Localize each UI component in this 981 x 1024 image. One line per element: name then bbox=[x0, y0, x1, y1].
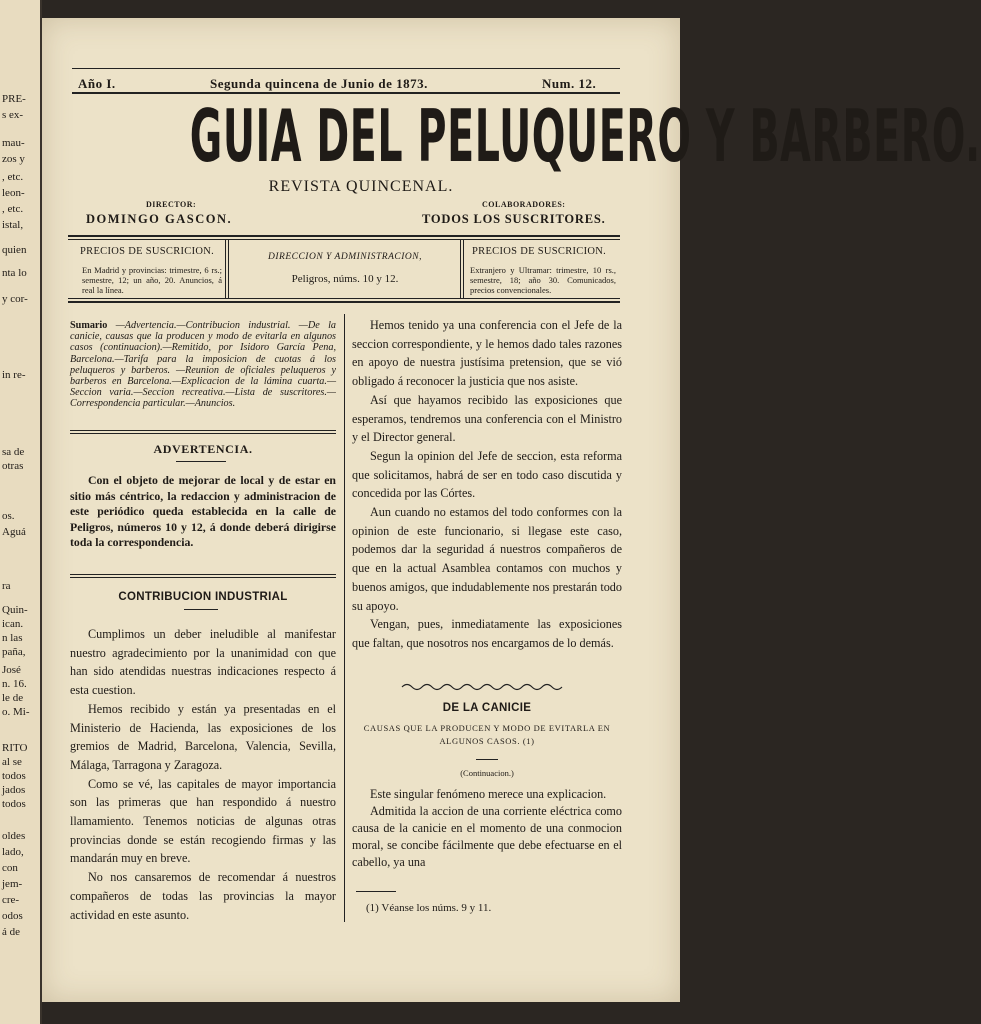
subtitle: REVISTA QUINCENAL. bbox=[268, 178, 454, 195]
canicie-subheading-text: CAUSAS QUE LA PRODUCEN Y MODO DE EVITARLA EN ALGUNOS CASOS. bbox=[363, 723, 611, 746]
canicie-paragraph: Este singular fenómeno merece una explicacion. bbox=[370, 787, 607, 801]
previous-page-fragment: á de bbox=[2, 926, 21, 938]
previous-page-fragment: in re- bbox=[2, 369, 26, 381]
contribucion-body bbox=[70, 625, 336, 924]
previous-page-fragment: lado, bbox=[2, 846, 24, 858]
sumario bbox=[70, 320, 336, 410]
previous-page-fragment: PRE- bbox=[2, 93, 26, 105]
collaborators-name: TODOS LOS SUSCRITORES. bbox=[422, 212, 606, 226]
previous-page-fragment: jem- bbox=[2, 878, 23, 890]
previous-page-fragment: quien bbox=[2, 244, 27, 256]
previous-page-fragment: o. Mi- bbox=[2, 706, 30, 718]
previous-page-fragment: ra bbox=[2, 580, 11, 592]
canicie-subheading bbox=[360, 722, 614, 748]
previous-page-fragment: zos y bbox=[2, 153, 25, 165]
page-title: GUIA DEL PELUQUERO Y BARBERO. bbox=[189, 94, 981, 178]
canicie-heading: DE LA CANICIE bbox=[442, 702, 532, 714]
previous-page-fragment: os. bbox=[2, 510, 15, 522]
right-paragraph: Aun cuando no estamos del todo conformes con la opinion de este funcionario, si llegase este caso, podemos dar la seguridad á nuestros compañeros de que en la actual Asamblea contamos con muchos y buenos amigos, que indudablemente nos prestarán todo su apoyo. bbox=[352, 505, 622, 613]
contribucion-paragraph: No nos cansaremos de recomendar á nuestros compañeros de todas las provincias la mayor actividad en este asunto. bbox=[70, 870, 336, 922]
previous-page-fragment: con bbox=[2, 862, 18, 874]
box-right-title: PRECIOS DE SUSCRICION. bbox=[472, 246, 607, 257]
right-paragraph: Hemos tenido ya una conferencia con el Jefe de la seccion correspondiente, y le hemos dado tales razones en apoyo de nuestra justísima pretension, que se vió obligado á reconocer la justicia que nos asiste. bbox=[352, 318, 622, 389]
previous-page-fragment: al se bbox=[2, 756, 22, 768]
sumario-text: —Advertencia.—Contribucion industrial. —De la canicie, causas que la producen y modo de evitarla en algunos casos (continuacion).—Remitido, por Isidoro García Pena, Barcelona.—Tarifa para la imposicion de cuotas á los peluqueros y barberos. —Reunion de oficiales peluqueros y barberos en Barcelona.—Explicacion de la lámina cuarta.—Seccion varia.—Seccion recreativa.—Lista de suscritores.—Correspondencia particular.—Anuncios. bbox=[70, 320, 336, 410]
previous-page-fragment: todos bbox=[2, 770, 26, 782]
right-column-body bbox=[352, 316, 622, 653]
box-center-text: Peligros, núms. 10 y 12. bbox=[291, 273, 399, 285]
canicie-paragraph: Admitida la accion de una corriente eléctrica como causa de la canicie en el momento de una conmocion moral, se concibe fácilmente que debe efectuarse en el cabello, ya una bbox=[352, 804, 622, 869]
previous-page-fragment: istal, bbox=[2, 219, 24, 231]
previous-page-fragment: odos bbox=[2, 910, 23, 922]
previous-page-fragment: nta lo bbox=[2, 267, 27, 279]
previous-page-fragment: RITO bbox=[2, 742, 28, 754]
previous-page-fragment: Quin- bbox=[2, 604, 28, 616]
previous-page-fragment: todos bbox=[2, 798, 26, 810]
previous-page-fragment: leon- bbox=[2, 187, 25, 199]
box-left-title: PRECIOS DE SUSCRICION. bbox=[80, 246, 215, 257]
previous-page-fragment: José bbox=[2, 664, 21, 676]
previous-page-fragment: n. 16. bbox=[2, 678, 27, 690]
box-left-text: En Madrid y provincias: trimestre, 6 rs.; semestre, 12; un año, 20. Anuncios, á real la línea. bbox=[82, 265, 222, 295]
canicie-note-marker: (1) bbox=[522, 736, 535, 746]
director-label: DIRECTOR: bbox=[146, 200, 197, 209]
right-paragraph: Vengan, pues, inmediatamente las exposiciones que faltan, que nosotros nos encargamos de lo demás. bbox=[352, 617, 622, 650]
previous-page-fragment: y cor- bbox=[2, 293, 28, 305]
contribucion-heading: CONTRIBUCION INDUSTRIAL bbox=[118, 591, 288, 603]
previous-page-fragment: , etc. bbox=[2, 203, 24, 215]
sumario-label: Sumario bbox=[70, 320, 108, 331]
contribucion-paragraph: Cumplimos un deber ineludible al manifestar nuestro agradecimiento por la unanimidad con que han sido atendidas nuestras indicaciones respecto á esta cuestion. bbox=[70, 627, 336, 698]
previous-page-fragment: ican. bbox=[2, 618, 24, 630]
advertencia-text: Con el objeto de mejorar de local y de estar en sitio más céntrico, la redaccion y administracion de este periódico queda establecida en la calle de Peligros, números 10 y 12, á donde deberá dirigirse toda la correspondencia. bbox=[70, 473, 336, 550]
newspaper-page bbox=[42, 18, 981, 1002]
contribucion-paragraph: Hemos recibido y están ya presentadas en el Ministerio de Hacienda, las exposiciones de los gremios de Madrid, Barcelona, Valencia, Sevilla, Málaga, Tarragona y Zaragoza. bbox=[70, 701, 336, 772]
issue-number: Num. 12. bbox=[542, 76, 597, 91]
box-right-text: Extranjero y Ultramar: trimestre, 10 rs., semestre, 18; año 30. Comunicados, precios convencionales. bbox=[470, 265, 616, 295]
previous-page-fragment: cre- bbox=[2, 894, 20, 906]
previous-page-edge bbox=[0, 0, 42, 1024]
previous-page-fragment: otras bbox=[2, 460, 24, 472]
previous-page-fragment: mau- bbox=[2, 137, 25, 149]
year-label: Año I. bbox=[78, 76, 116, 91]
previous-page-fragment: , etc. bbox=[2, 171, 24, 183]
wavy-divider bbox=[402, 682, 562, 692]
previous-page-fragment: n las bbox=[2, 632, 23, 644]
previous-page-fragment: s ex- bbox=[2, 109, 24, 121]
canicie-body bbox=[352, 786, 622, 871]
previous-page-fragment: sa de bbox=[2, 446, 25, 458]
previous-page-fragment: Aguá bbox=[2, 526, 26, 538]
issue-date: Segunda quincena de Junio de 1873. bbox=[210, 76, 428, 91]
canicie-continuation: (Continuacion.) bbox=[460, 768, 514, 778]
box-center-title: DIRECCION Y ADMINISTRACION, bbox=[268, 252, 422, 262]
director-name: DOMINGO GASCON. bbox=[86, 212, 233, 226]
previous-page-fragment: paña, bbox=[2, 646, 26, 658]
right-paragraph: Segun la opinion del Jefe de seccion, esta reforma que solicitamos, habrá de ser en todo caso discutida y concedida por las Córtes. bbox=[352, 448, 622, 501]
previous-page-fragment: le de bbox=[2, 692, 24, 704]
right-paragraph: Así que hayamos recibido las exposiciones que esperamos, tendremos una conferencia con el Ministro y el Director general. bbox=[352, 392, 622, 445]
collaborators-label: COLABORADORES: bbox=[482, 200, 566, 209]
canicie-footnote: (1) Véanse los núms. 9 y 11. bbox=[366, 902, 492, 914]
previous-page-fragment: oldes bbox=[2, 830, 26, 842]
previous-page-fragment: jados bbox=[2, 784, 26, 796]
advertencia-heading: ADVERTENCIA. bbox=[153, 442, 253, 456]
contribucion-paragraph: Como se vé, las capitales de mayor importancia son las primeras que han respondido á nuestro llamamiento. Tenemos noticias de algunas otras provincias donde se están recogiendo firmas y las mandarán muy en breve. bbox=[70, 776, 336, 866]
